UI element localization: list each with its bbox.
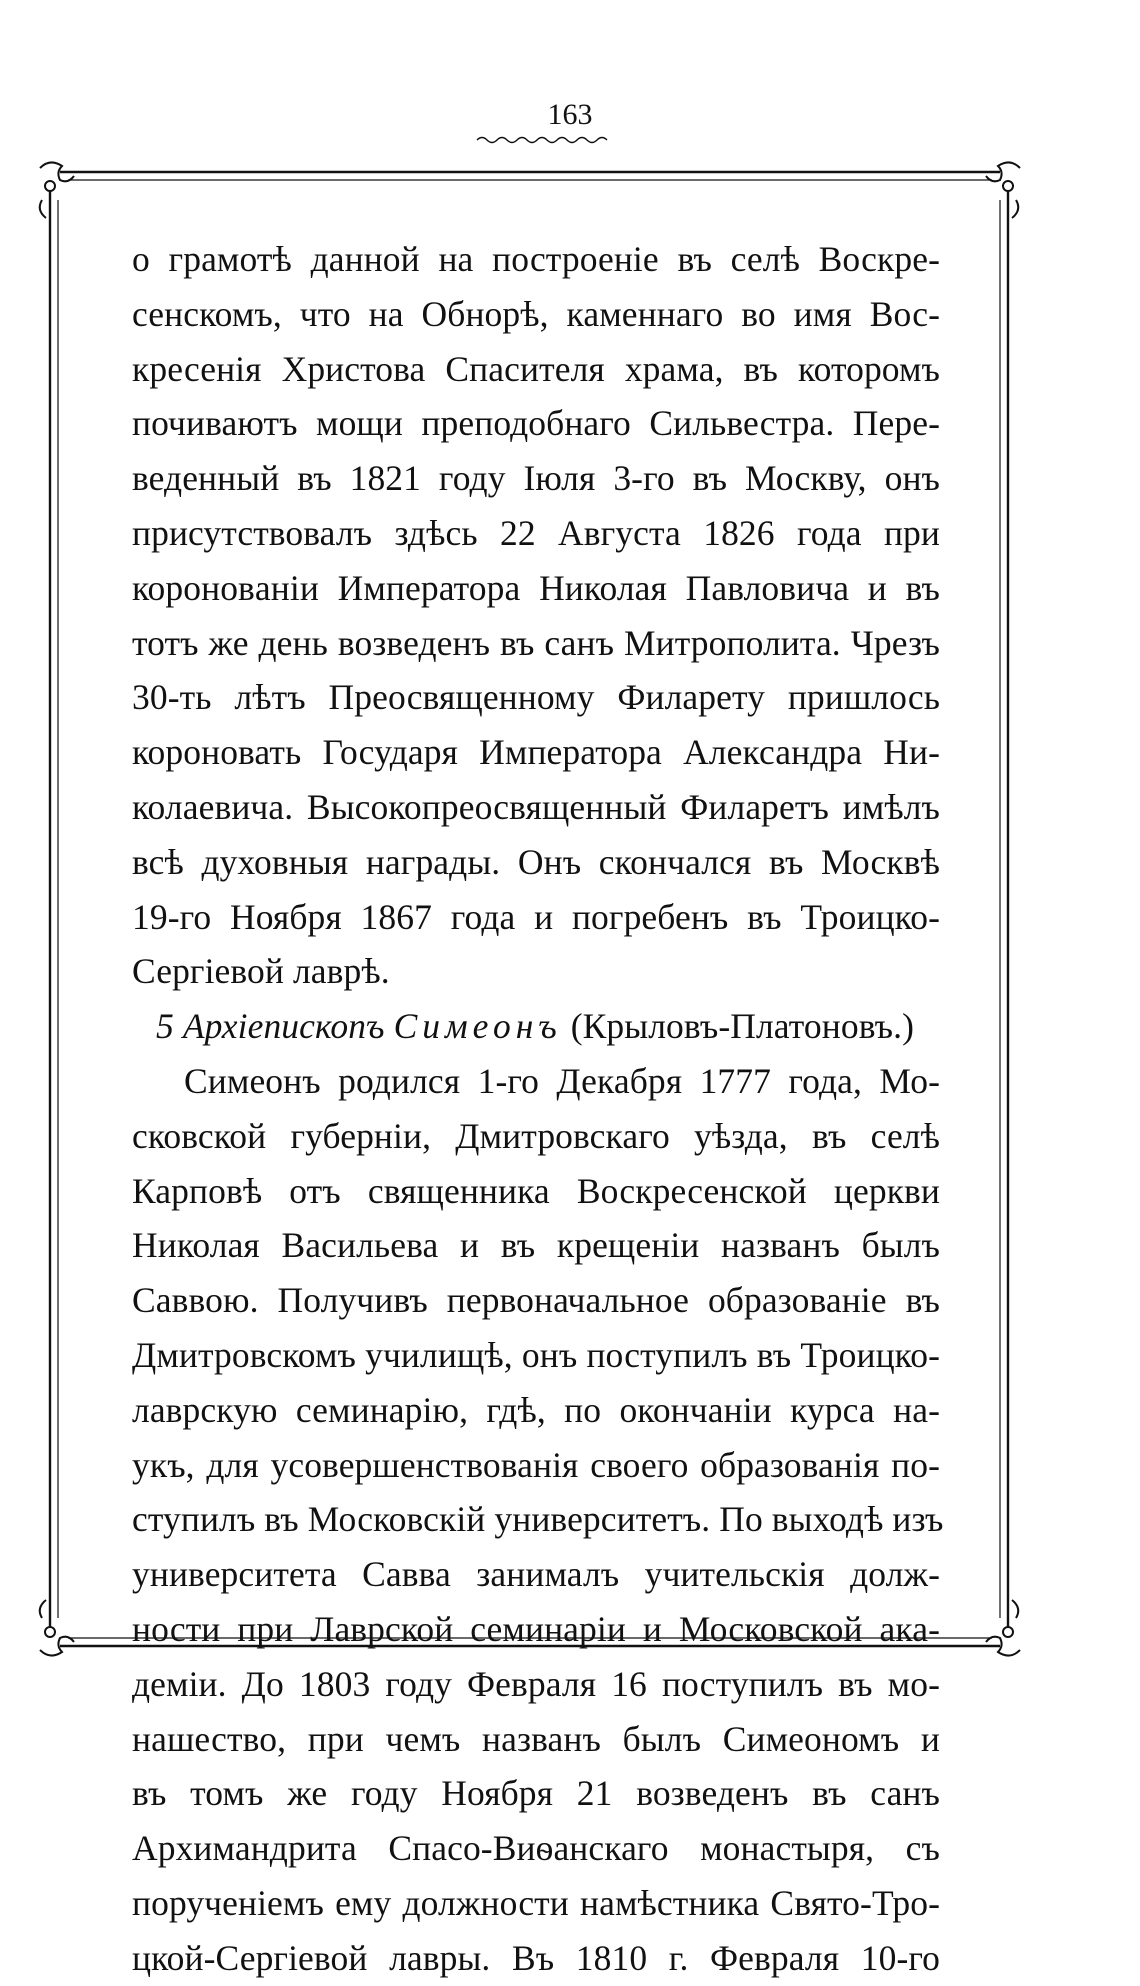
text-line: Архимандрита Спасо-Виѳанскаго монастыря, съ [132, 1828, 940, 1869]
page-number-flourish [475, 134, 615, 146]
section-heading-title: Архіепископъ [182, 1006, 385, 1047]
text-line: веденный въ 1821 году Іюля 3-го въ Москву, онъ [132, 458, 940, 499]
text-line: сенскомъ, что на Обнорѣ, каменнаго во имя Вос- [132, 293, 940, 334]
text-line: лаврскую семинарію, гдѣ, по окончаніи курса на- [132, 1389, 940, 1430]
text-line: почиваютъ мощи преподобнаго Сильвестра. Пере- [132, 403, 940, 444]
page-body-text [132, 232, 944, 1986]
text-line: присутствовалъ здѣсь 22 Августа 1826 года при [132, 512, 940, 553]
text-line: короновaніи Императора Николая Павловича и въ [132, 567, 940, 608]
text-line: цкой-Сергіевой лавры. Въ 1810 г. Февраля 10-го [132, 1937, 940, 1978]
text-line: деміи. До 1803 году Февраля 16 поступилъ въ мо- [132, 1663, 940, 1704]
corner-ornament-bottom-left [40, 1600, 74, 1656]
text-line: нашество, при чемъ названъ былъ Симеономъ и [132, 1718, 940, 1759]
corner-ornament-top-left [40, 162, 74, 218]
text-line: 30-ть лѣтъ Преосвященному Филарету пришлось [132, 677, 940, 718]
text-line: Николая Васильева и въ крещеніи названъ былъ [132, 1225, 940, 1266]
text-line: 19-го Ноября 1867 года и погребенъ въ Троицко- [132, 896, 940, 937]
text-line: кресенія Христова Спасителя храма, въ которомъ [132, 348, 940, 389]
section-heading-name: Симеонъ [393, 1006, 562, 1047]
text-line: короновать Государя Императора Александра Ни- [132, 732, 940, 773]
text-line: укъ, для усовершенствованія своего образованія по- [132, 1444, 940, 1485]
corner-ornament-bottom-right [986, 1600, 1020, 1656]
section-heading-surname: (Крыловъ-Платоновъ.) [570, 1006, 915, 1047]
text-line: сковской губерніи, Дмитровскаго уѣзда, въ селѣ [132, 1115, 940, 1156]
text-line: ступилъ въ Московскій университетъ. По выходѣ изъ [132, 1499, 944, 1540]
text-line: ности при Лаврской семинаріи и Московской ака- [132, 1608, 940, 1649]
text-line: университета Савва занималъ учительскія долж- [132, 1554, 940, 1595]
text-line: Сергіевой лаврѣ. [132, 951, 390, 992]
text-line: о грамотѣ данной на построеніе въ селѣ Воскре- [132, 239, 940, 279]
text-line: порученіемъ ему должности намѣстника Свято-Тро- [132, 1882, 940, 1923]
text-line: въ томъ же году Ноября 21 возведенъ въ санъ [132, 1773, 940, 1814]
text-line: тотъ же день возведенъ въ санъ Митрополита. Чрезъ [132, 622, 940, 663]
text-line: Симеонъ родился 1-го Декабря 1777 года, Мо- [184, 1060, 940, 1101]
text-line: Дмитровскомъ училищѣ, онъ поступилъ въ Троицко- [132, 1334, 940, 1375]
text-line: колаевича. Высокопреосвященный Филаретъ имѣлъ [132, 786, 940, 827]
text-line: Саввою. Получивъ первоначальное образованіе въ [132, 1280, 940, 1321]
text-line: Карповѣ отъ священника Воскресенской церкви [132, 1170, 940, 1211]
page-number: 163 [547, 98, 593, 131]
text-line: всѣ духовныя награды. Онъ скончался въ Москвѣ [132, 841, 940, 882]
corner-ornament-top-right [986, 162, 1020, 218]
section-heading [132, 999, 940, 1054]
section-heading-number: 5 [156, 1006, 174, 1047]
